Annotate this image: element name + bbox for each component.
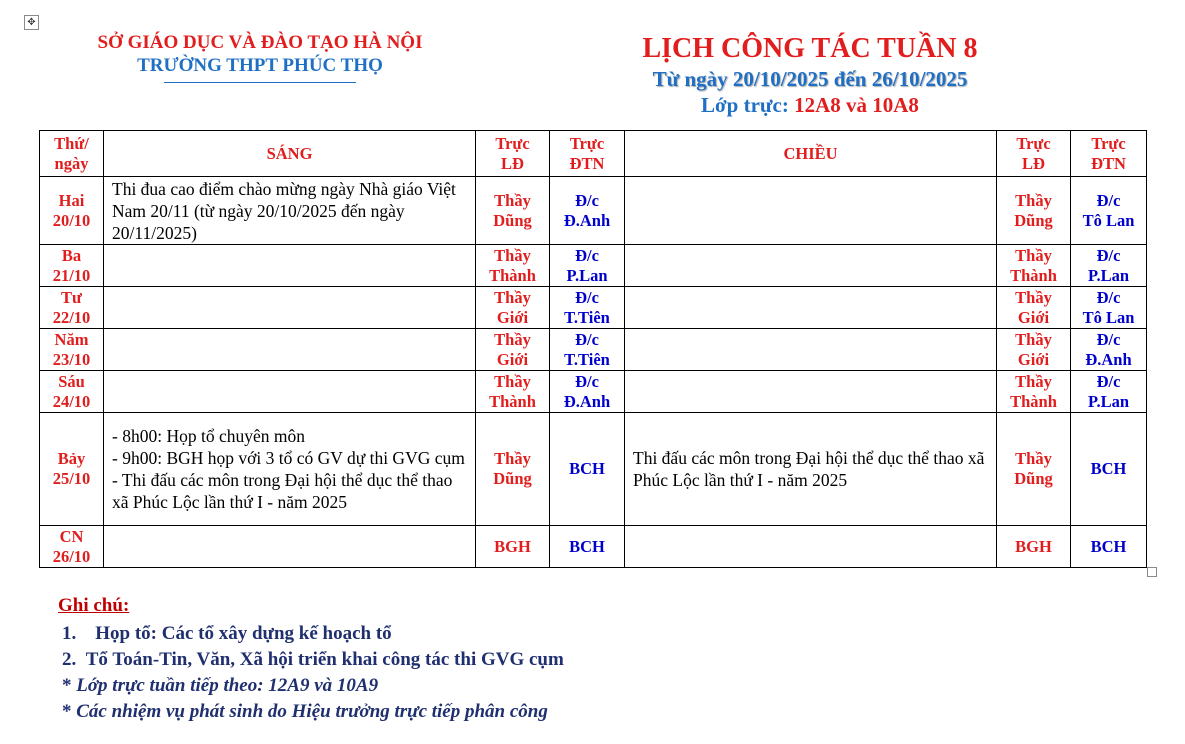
- duty-class-line: [560, 92, 1060, 119]
- notes-title: Ghi chú:: [58, 595, 130, 616]
- afternoon-duty-dtn-cell: Đ/c Tô Lan: [1071, 177, 1147, 245]
- morning-duty-dtn-cell: Đ/c T.Tiên: [550, 287, 625, 329]
- afternoon-cell[interactable]: [625, 287, 997, 329]
- table-row: [40, 177, 1147, 245]
- schedule-table: [39, 130, 1147, 568]
- morning-duty-dtn-cell: Đ/c P.Lan: [550, 245, 625, 287]
- note-item-4: * Các nhiệm vụ phát sinh do Hiệu trưởng trực tiếp phân công: [62, 701, 548, 722]
- afternoon-cell[interactable]: [625, 329, 997, 371]
- morning-cell[interactable]: [104, 526, 476, 568]
- table-row: [40, 329, 1147, 371]
- afternoon-duty-ld-cell: Thầy Giới: [997, 287, 1071, 329]
- schedule-title: LỊCH CÔNG TÁC TUẦN 8: [642, 33, 978, 64]
- morning-duty-ld-cell: Thầy Thành: [476, 245, 550, 287]
- col-header-morning: SÁNG: [104, 131, 476, 177]
- department-name: SỞ GIÁO DỤC VÀ ĐÀO TẠO HÀ NỘI: [97, 32, 423, 53]
- day-cell: Bảy 25/10: [40, 413, 104, 526]
- afternoon-cell[interactable]: [625, 371, 997, 413]
- table-row: [40, 526, 1147, 568]
- header-underline: [164, 82, 356, 83]
- day-cell: Hai 20/10: [40, 177, 104, 245]
- afternoon-cell[interactable]: [625, 177, 997, 245]
- afternoon-duty-dtn-cell: Đ/c P.Lan: [1071, 371, 1147, 413]
- afternoon-duty-dtn-cell: BCH: [1071, 526, 1147, 568]
- col-header-ld-afternoon: Trực LĐ: [997, 131, 1071, 177]
- afternoon-duty-ld-cell: Thầy Thành: [997, 245, 1071, 287]
- afternoon-cell[interactable]: Thi đấu các môn trong Đại hội thể dục thể thao xã Phúc Lộc lần thứ I - năm 2025: [625, 413, 997, 526]
- morning-duty-ld-cell: Thầy Dũng: [476, 413, 550, 526]
- day-cell: Tư 22/10: [40, 287, 104, 329]
- morning-duty-ld-cell: Thầy Dũng: [476, 177, 550, 245]
- date-range: Từ ngày 20/10/2025 đến 26/10/2025: [652, 67, 968, 91]
- note-item-1: 1. Họp tổ: Các tổ xây dựng kế hoạch tổ: [62, 623, 392, 644]
- morning-duty-dtn-cell: BCH: [550, 526, 625, 568]
- duty-label: Lớp trực:: [701, 93, 789, 117]
- morning-cell[interactable]: [104, 245, 476, 287]
- table-row: [40, 413, 1147, 526]
- table-header-row: [40, 131, 1147, 177]
- afternoon-duty-ld-cell: BGH: [997, 526, 1071, 568]
- notes-section: [58, 594, 564, 725]
- col-header-dtn: Trực ĐTN: [550, 131, 625, 177]
- table-row: [40, 245, 1147, 287]
- table-resize-handle[interactable]: [1147, 567, 1157, 577]
- col-header-dtn-afternoon: Trực ĐTN: [1071, 131, 1147, 177]
- note-item-3: * Lớp trực tuần tiếp theo: 12A9 và 10A9: [62, 675, 379, 696]
- afternoon-duty-ld-cell: Thầy Dũng: [997, 413, 1071, 526]
- morning-cell[interactable]: Thi đua cao điểm chào mừng ngày Nhà giáo Việt Nam 20/11 (từ ngày 20/10/2025 đến ngày 20/11/2025): [104, 177, 476, 245]
- col-header-day: Thứ/ ngày: [40, 131, 104, 177]
- morning-duty-dtn-cell: Đ/c Đ.Anh: [550, 371, 625, 413]
- header-right: [560, 32, 1060, 119]
- school-name: TRƯỜNG THPT PHÚC THỌ: [137, 55, 383, 76]
- col-header-afternoon: CHIỀU: [625, 131, 997, 177]
- afternoon-duty-ld-cell: Thầy Giới: [997, 329, 1071, 371]
- header-left: [40, 32, 480, 83]
- day-cell: Sáu 24/10: [40, 371, 104, 413]
- morning-cell[interactable]: [104, 371, 476, 413]
- afternoon-duty-ld-cell: Thầy Dũng: [997, 177, 1071, 245]
- morning-duty-dtn-cell: BCH: [550, 413, 625, 526]
- table-move-handle-icon[interactable]: ✥: [24, 15, 39, 30]
- afternoon-duty-ld-cell: Thầy Thành: [997, 371, 1071, 413]
- morning-cell[interactable]: - 8h00: Họp tổ chuyên môn - 9h00: BGH họp với 3 tổ có GV dự thi GVG cụm - Thi đấu các môn trong Đại hội thể dục thể thao xã Phúc Lộc lần thứ I - năm 2025: [104, 413, 476, 526]
- afternoon-duty-dtn-cell: Đ/c Đ.Anh: [1071, 329, 1147, 371]
- day-cell: Năm 23/10: [40, 329, 104, 371]
- afternoon-duty-dtn-cell: BCH: [1071, 413, 1147, 526]
- duty-classes: 12A8 và 10A8: [794, 93, 919, 117]
- afternoon-cell[interactable]: [625, 526, 997, 568]
- morning-duty-ld-cell: Thầy Giới: [476, 329, 550, 371]
- col-header-ld: Trực LĐ: [476, 131, 550, 177]
- afternoon-duty-dtn-cell: Đ/c Tô Lan: [1071, 287, 1147, 329]
- table-row: [40, 371, 1147, 413]
- morning-duty-ld-cell: Thầy Thành: [476, 371, 550, 413]
- note-item-2: 2. Tổ Toán-Tin, Văn, Xã hội triển khai công tác thi GVG cụm: [62, 649, 564, 670]
- morning-duty-ld-cell: BGH: [476, 526, 550, 568]
- day-cell: CN 26/10: [40, 526, 104, 568]
- morning-cell[interactable]: [104, 329, 476, 371]
- afternoon-cell[interactable]: [625, 245, 997, 287]
- morning-duty-dtn-cell: Đ/c T.Tiên: [550, 329, 625, 371]
- morning-duty-dtn-cell: Đ/c Đ.Anh: [550, 177, 625, 245]
- day-cell: Ba 21/10: [40, 245, 104, 287]
- afternoon-duty-dtn-cell: Đ/c P.Lan: [1071, 245, 1147, 287]
- table-row: [40, 287, 1147, 329]
- morning-cell[interactable]: [104, 287, 476, 329]
- morning-duty-ld-cell: Thầy Giới: [476, 287, 550, 329]
